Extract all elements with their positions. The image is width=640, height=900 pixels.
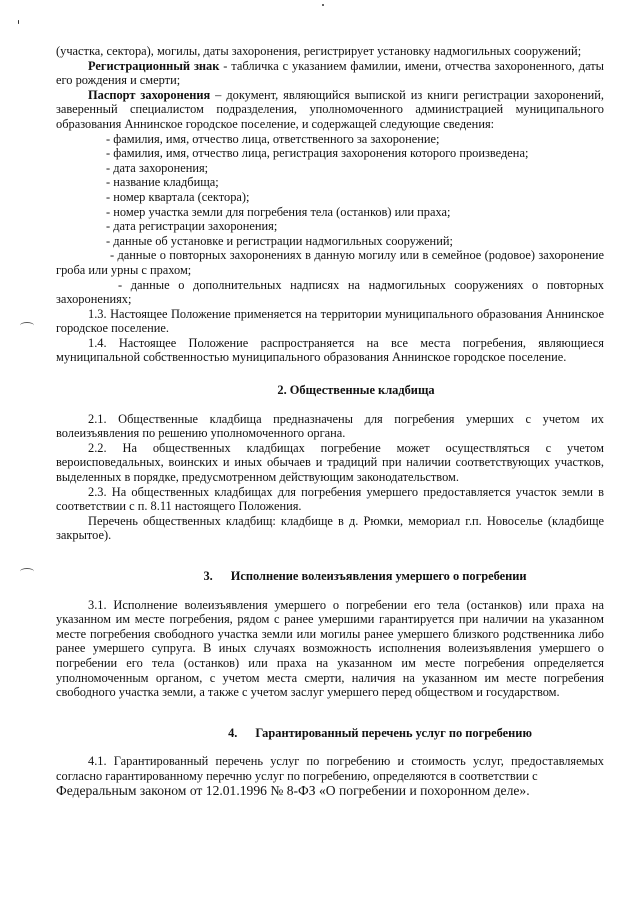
document-page	[56, 44, 604, 798]
clause-1-3: 1.3. Настоящее Положение применяется на территории муниципального образования Аннинское городское поселение.	[56, 306, 604, 336]
margin-mark	[20, 322, 34, 329]
section-3-heading: 3. Исполнение волеизъявления умершего о погребении	[203, 569, 527, 583]
cemetery-list: Перечень общественных кладбищ: кладбище в д. Рюмки, мемориал г.п. Новоселье (кладбище закрытое).	[56, 513, 604, 543]
definition-registration-sign: Регистрационный знак - табличка с указанием фамилии, имени, отчества захороненного, даты его рождения и смерти;	[56, 58, 604, 88]
clause-1-4: 1.4. Настоящее Положение распространяется на все места погребения, являющиеся муниципальной собственностью муниципального образования Аннинское городское поселение.	[56, 335, 604, 365]
margin-mark	[20, 568, 34, 575]
list-item: - номер квартала (сектора);	[106, 189, 250, 204]
list-item: - фамилия, имя, отчество лица, регистрация захоронения которого произведена;	[106, 146, 529, 161]
clause-2-1: 2.1. Общественные кладбища предназначены для погребения умерших с учетом их волеизъявления по решению уполномоченного органа.	[56, 411, 604, 441]
list-item: - данные о дополнительных надписях на надмогильных сооружениях о повторных захоронениях;	[56, 277, 604, 307]
term-burial-passport: Паспорт захоронения	[88, 87, 211, 102]
list-item: - дата захоронения;	[106, 160, 209, 175]
section-2-heading: 2. Общественные кладбища	[277, 383, 435, 398]
list-item: - фамилия, имя, отчество лица, ответственного за захоронение;	[106, 131, 440, 146]
clause-4-1-law-reference: Федеральным законом от 12.01.1996 № 8-ФЗ «О погребении и похоронном деле».	[56, 782, 530, 798]
clause-2-2: 2.2. На общественных кладбищах погребение может осуществляться с учетом вероисповедальных, воинских и иных обычаев и традиций при наличии соответствующих участков, выделенных в порядке, предусмотренном действующим законодательством.	[56, 440, 604, 485]
list-item: - название кладбища;	[106, 175, 219, 190]
list-item: - данные об установке и регистрации надмогильных сооружений;	[106, 233, 453, 248]
list-item: - номер участка земли для погребения тела (останков) или праха;	[106, 204, 451, 219]
list-item: - данные о повторных захоронениях в данную могилу или в семейное (родовое) захоронение гроба или урны с прахом;	[56, 248, 604, 277]
list-item: - дата регистрации захоронения;	[106, 219, 278, 234]
section-4-heading: 4. Гарантированный перечень услуг по погребению	[228, 725, 532, 740]
intro-continuation: (участка, сектора), могилы, даты захоронения, регистрирует установку надмогильных сооружений;	[56, 44, 582, 58]
scan-dot-artifact	[18, 20, 19, 24]
definition-burial-passport: Паспорт захоронения – документ, являющийся выпиской из книги регистрации захоронений, заверенный специалистом подразделения, уполномоченного администрацией муниципального образования Аннинское городское поселение, и содержащей следующие сведения:	[56, 87, 604, 131]
clause-3-1: 3.1. Исполнение волеизъявления умершего о погребении его тела (останков) или праха на указанном им месте погребения, рядом с ранее умершими гарантируется при наличии на указанном месте погребения свободного участка земли или могилы ранее умершего близкого родственника либо ранее умершего супруга. В иных случаях возможность исполнения волеизъявления умершего о погребении его тела (останков) или праха на указанном им месте погребения определяется уполномоченным органом, с учетом места смерти, наличия на указанном им месте погребения свободного участка земли, а также с учетом заслуг умершего перед обществом и государством.	[56, 597, 604, 700]
clause-2-3: 2.3. На общественных кладбищах для погребения умершего предоставляется участок земли в соответствии с п. 8.11 настоящего Положения.	[56, 484, 604, 514]
clause-4-1: 4.1. Гарантированный перечень услуг по погребению и стоимость услуг, предоставляемых согласно гарантированному перечню услуг по погребению, определяются в соответствии с	[56, 754, 604, 783]
scan-dot-artifact	[322, 4, 324, 6]
term-registration-sign: Регистрационный знак	[88, 58, 220, 73]
